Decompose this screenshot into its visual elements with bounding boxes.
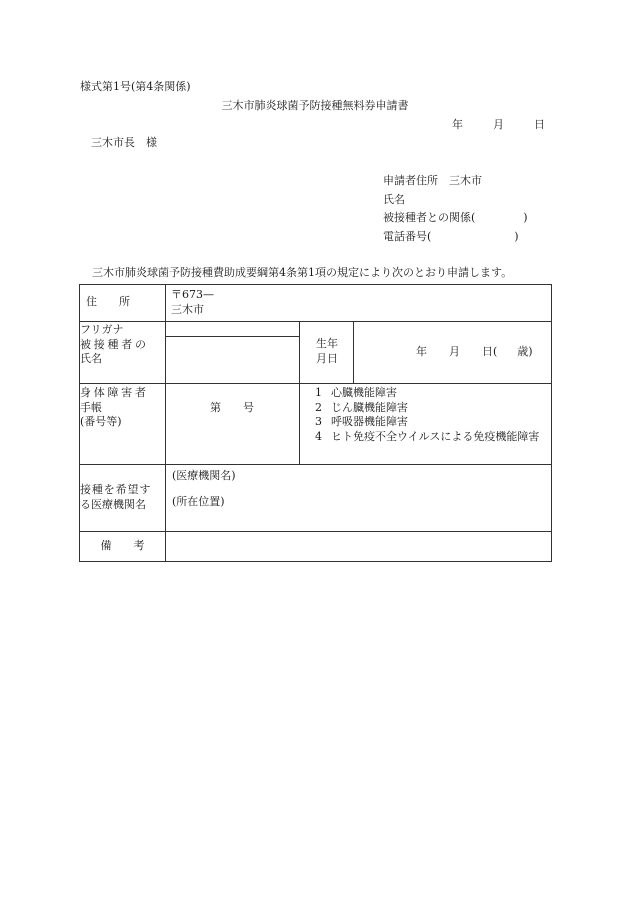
birth-month-label: 月 [449,344,460,358]
handbook-number-suffix: 号 [243,400,254,414]
address-city: 三木市 [171,302,204,316]
disability-item-text: 呼吸器機能障害 [331,415,408,429]
clinic-location-label: (所在位置) [172,494,225,508]
name-label-line2: 氏名 [80,352,102,366]
relation-close-paren: ) [523,211,528,224]
birth-day-label: 日( [482,344,498,358]
form-number: 様式第1号(第4条関係) [80,80,191,93]
age-label: 歳) [517,344,533,358]
applicant-relation [383,211,528,226]
birth-date-cell[interactable] [354,321,552,383]
addressee: 三木市長 様 [91,136,157,149]
disability-item-number: 1 [315,385,322,399]
handbook-row [80,383,552,464]
application-form-table [79,284,552,562]
furigana-row [80,321,552,336]
disability-item-text: じん臓機能障害 [331,400,408,414]
date-day-label: 日 [534,118,545,131]
furigana-label: フリガナ [80,322,124,336]
page-title: 三木市肺炎球菌予防接種無料券申請書 [221,99,409,112]
birth-year-label: 年 [416,344,427,358]
address-label: 住 所 [80,285,166,322]
birth-label-line2: 月日 [316,352,338,366]
clinic-label-line2: る医療機関名 [80,497,146,511]
handbook-label-line2: 手帳 [80,400,102,414]
name-input[interactable] [166,336,300,383]
date-year-label: 年 [452,118,463,131]
remarks-label: 備 考 [80,531,166,561]
phone-close-paren: ) [514,230,519,243]
disability-item[interactable] [315,401,547,416]
disability-item-number: 3 [315,415,322,429]
disability-type-list [300,383,552,464]
furigana-input[interactable] [166,321,300,336]
disability-item[interactable] [315,415,547,430]
clinic-label-cell [80,464,166,531]
birth-label-cell [300,321,354,383]
clinic-label-line1: 接種を希望す [80,482,152,496]
applicant-relation-label: 被接種者との関係( [383,211,476,224]
disability-item[interactable] [315,430,547,445]
handbook-label-line3: (番号等) [80,415,122,429]
disability-item-number: 2 [315,400,322,414]
handbook-number-cell[interactable] [166,383,300,464]
application-date [452,118,545,133]
address-row [80,285,552,322]
clinic-name-label: (医療機関名) [172,468,236,482]
name-label-line1: 被接種者の [80,337,149,351]
applicant-address-value: 三木市 [449,174,482,187]
birth-label-line1: 生年 [316,337,338,351]
remarks-input[interactable] [166,531,552,561]
handbook-label-cell [80,383,166,464]
applicant-phone-label: 電話番号( [383,230,432,243]
handbook-label-line1: 身体障害者 [80,385,149,399]
disability-item-text: 心臓機能障害 [331,385,397,399]
remarks-row [80,531,552,561]
clinic-row [80,464,552,531]
intro-text: 三木市肺炎球菌予防接種費助成要綱第4条第1項の規定により次のとおり申請します。 [92,266,513,279]
applicant-address-label: 申請者住所 [383,174,438,187]
handbook-number-prefix: 第 [210,400,221,414]
name-label-cell [80,321,166,383]
applicant-address [383,174,482,189]
disability-item-text: ヒト免疫不全ウイルスによる免疫機能障害 [331,430,540,444]
disability-item[interactable] [315,386,547,401]
disability-item-number: 4 [315,430,322,444]
date-month-label: 月 [493,118,504,131]
postal-code: 〒673— [171,288,214,301]
clinic-value-cell[interactable] [166,464,552,531]
applicant-phone [383,230,519,245]
address-value-cell[interactable] [166,285,552,322]
applicant-name-label: 氏名 [383,193,405,206]
